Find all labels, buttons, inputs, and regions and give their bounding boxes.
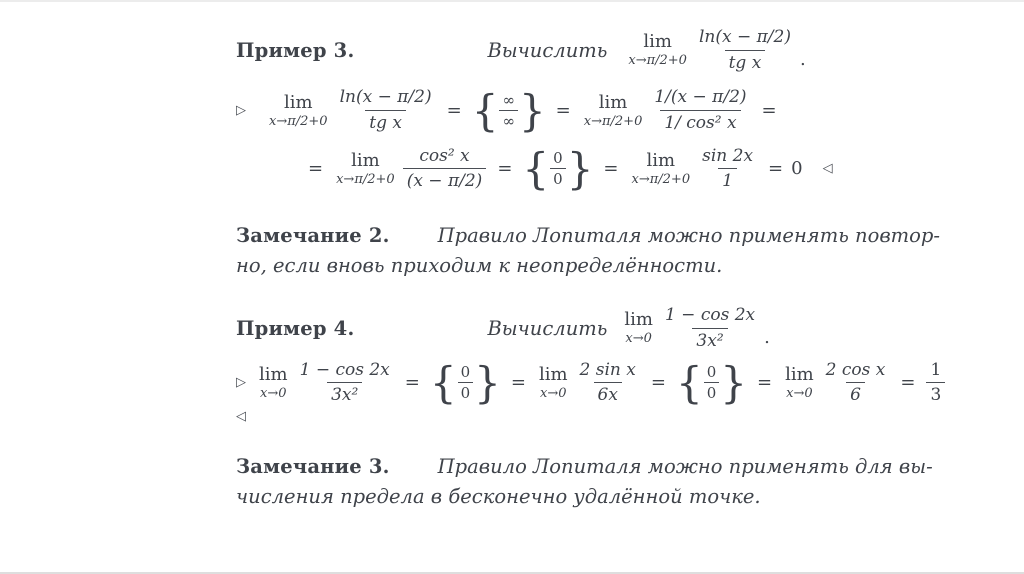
remark2-heading: Замечание 2. [236,224,390,248]
denominator: (x − π/2) [403,168,487,191]
remark2-line1 [236,221,1024,251]
limit-subscript: x→0 [786,385,813,401]
period: . [799,48,806,70]
equals-operator: = [446,100,462,122]
left-brace: { [429,357,457,408]
numerator: 0 [460,362,471,381]
numerator: 1/(x − π/2) [654,87,747,108]
numerator: 0 [706,362,717,381]
denominator: 6 [846,382,865,405]
denominator: 1 [718,168,737,191]
fraction [499,92,518,130]
proof-start-marker: ▷ [236,103,246,119]
denominator: 1/ cos² x [660,110,740,133]
limit-operator [583,91,643,129]
lim-label: lim [351,149,380,171]
limit-subscript: x→0 [625,331,652,347]
fraction [695,28,795,72]
example4-statement-line [236,306,1024,350]
numerator: cos² x [419,145,470,166]
limit-subscript: x→π/2+0 [628,53,687,69]
spacer [607,328,619,329]
limit-operator [631,149,691,187]
spacer [354,50,487,51]
denominator: tg x [365,110,406,133]
limit-subscript: x→π/2+0 [631,171,691,187]
lim-label: lim [259,363,288,385]
example3-solution-line1 [236,85,1024,136]
example4-section [236,306,1024,424]
numerator: ln(x − π/2) [339,87,432,108]
left-brace: { [471,85,499,136]
fraction [926,361,945,405]
lim-label: lim [284,91,313,113]
limit-subscript: x→π/2+0 [583,113,643,129]
proof-end-marker: ◁ [236,408,246,424]
emphasis-text: Вычислить [487,316,608,340]
remark3-line1 [236,452,1024,482]
limit-operator [628,33,687,67]
spacer [246,110,264,111]
numerator: ln(x − π/2) [698,27,791,47]
equals-operator: = [497,158,513,180]
fraction [650,88,750,132]
denominator: ∞ [499,110,518,130]
remark2-text-line1: Правило Лопиталя можно применять повтор- [437,224,940,248]
fraction [822,361,890,405]
right-brace: } [566,143,594,194]
equals-operator: = [308,158,324,180]
equals-operator: = [756,372,773,394]
limit-subscript: x→π/2+0 [336,171,395,187]
denominator: 0 [458,382,474,402]
equals-operator: = [555,100,571,122]
right-brace: } [474,357,501,408]
equals-operator: = [650,372,666,394]
example3-section [236,27,1024,194]
fraction [576,361,640,405]
emphasis-text: Вычислить [487,38,608,62]
limit-subscript: x→0 [260,385,287,401]
remark3-heading: Замечание 3. [236,454,390,478]
lim-label: lim [646,149,676,171]
fraction [704,364,720,402]
spacer [607,50,623,51]
heading-label: Пример 4. [236,316,355,340]
left-brace: { [675,357,703,408]
denominator: 6x [594,382,622,405]
remark3-text-line2: числения предела в бесконечно удалённой точке. [236,484,761,508]
denominator: 0 [550,168,566,188]
indeterminate-form [429,357,501,408]
equals-operator: = [510,372,526,394]
heading-label: Пример 3. [236,38,355,62]
example3-statement-line [236,28,1024,72]
numerator: 0 [553,148,563,167]
remark3-text-line1: Правило Лопиталя можно применять для вы- [437,454,933,478]
lim-label: lim [538,363,568,385]
numerator: sin 2x [702,145,754,166]
numerator: 1 − cos 2x [299,359,390,380]
equals-operator: = [761,100,777,122]
fraction [661,306,759,350]
indeterminate-form [471,85,546,136]
math-text: 0 [791,158,803,180]
numerator: 1 [930,359,942,380]
limit-operator [624,311,653,345]
fraction [698,147,757,191]
limit-operator [785,363,814,401]
remark2-section [236,221,1024,280]
denominator: 3 [926,382,945,405]
fraction [336,88,436,132]
lim-label: lim [624,309,653,331]
left-brace: { [522,143,550,194]
fraction [403,147,487,191]
lim-label: lim [598,91,628,113]
denominator: tg x [725,50,766,73]
limit-subscript: x→0 [540,385,567,401]
lim-label: lim [785,363,814,385]
limit-subscript: x→π/2+0 [269,113,328,129]
limit-operator [538,363,568,401]
example4-proof-end-line [236,409,1024,424]
indeterminate-form [522,143,594,194]
denominator: 3x² [692,328,727,351]
denominator: 3x² [327,382,362,405]
spacer [803,168,823,169]
lim-label: lim [643,31,672,53]
fraction [550,150,566,188]
limit-operator [259,363,288,401]
equals-operator: = [404,372,420,394]
example4-solution-line1 [236,357,1024,408]
right-brace: } [720,357,747,408]
numerator: 2 cos x [825,359,886,380]
proof-end-marker: ◁ [822,161,833,177]
numerator: 2 sin x [579,359,636,380]
fraction [296,361,394,405]
period: . [764,326,770,348]
spacer [246,382,254,383]
equals-operator: = [900,372,916,394]
numerator: ∞ [502,90,515,109]
fraction [458,364,474,402]
indeterminate-form [675,357,747,408]
remark3-section [236,452,1024,511]
limit-operator [269,91,328,129]
spacer [354,328,487,329]
example3-solution-line2 [300,143,1024,194]
equals-operator: = [603,158,619,180]
right-brace: } [518,85,546,136]
limit-operator [336,149,395,187]
remark2-text-line2: но, если вновь приходим к неопределённости. [236,254,723,278]
proof-start-marker: ▷ [236,375,246,391]
equals-operator: = [768,158,784,180]
numerator: 1 − cos 2x [664,305,756,326]
denominator: 0 [704,382,720,402]
